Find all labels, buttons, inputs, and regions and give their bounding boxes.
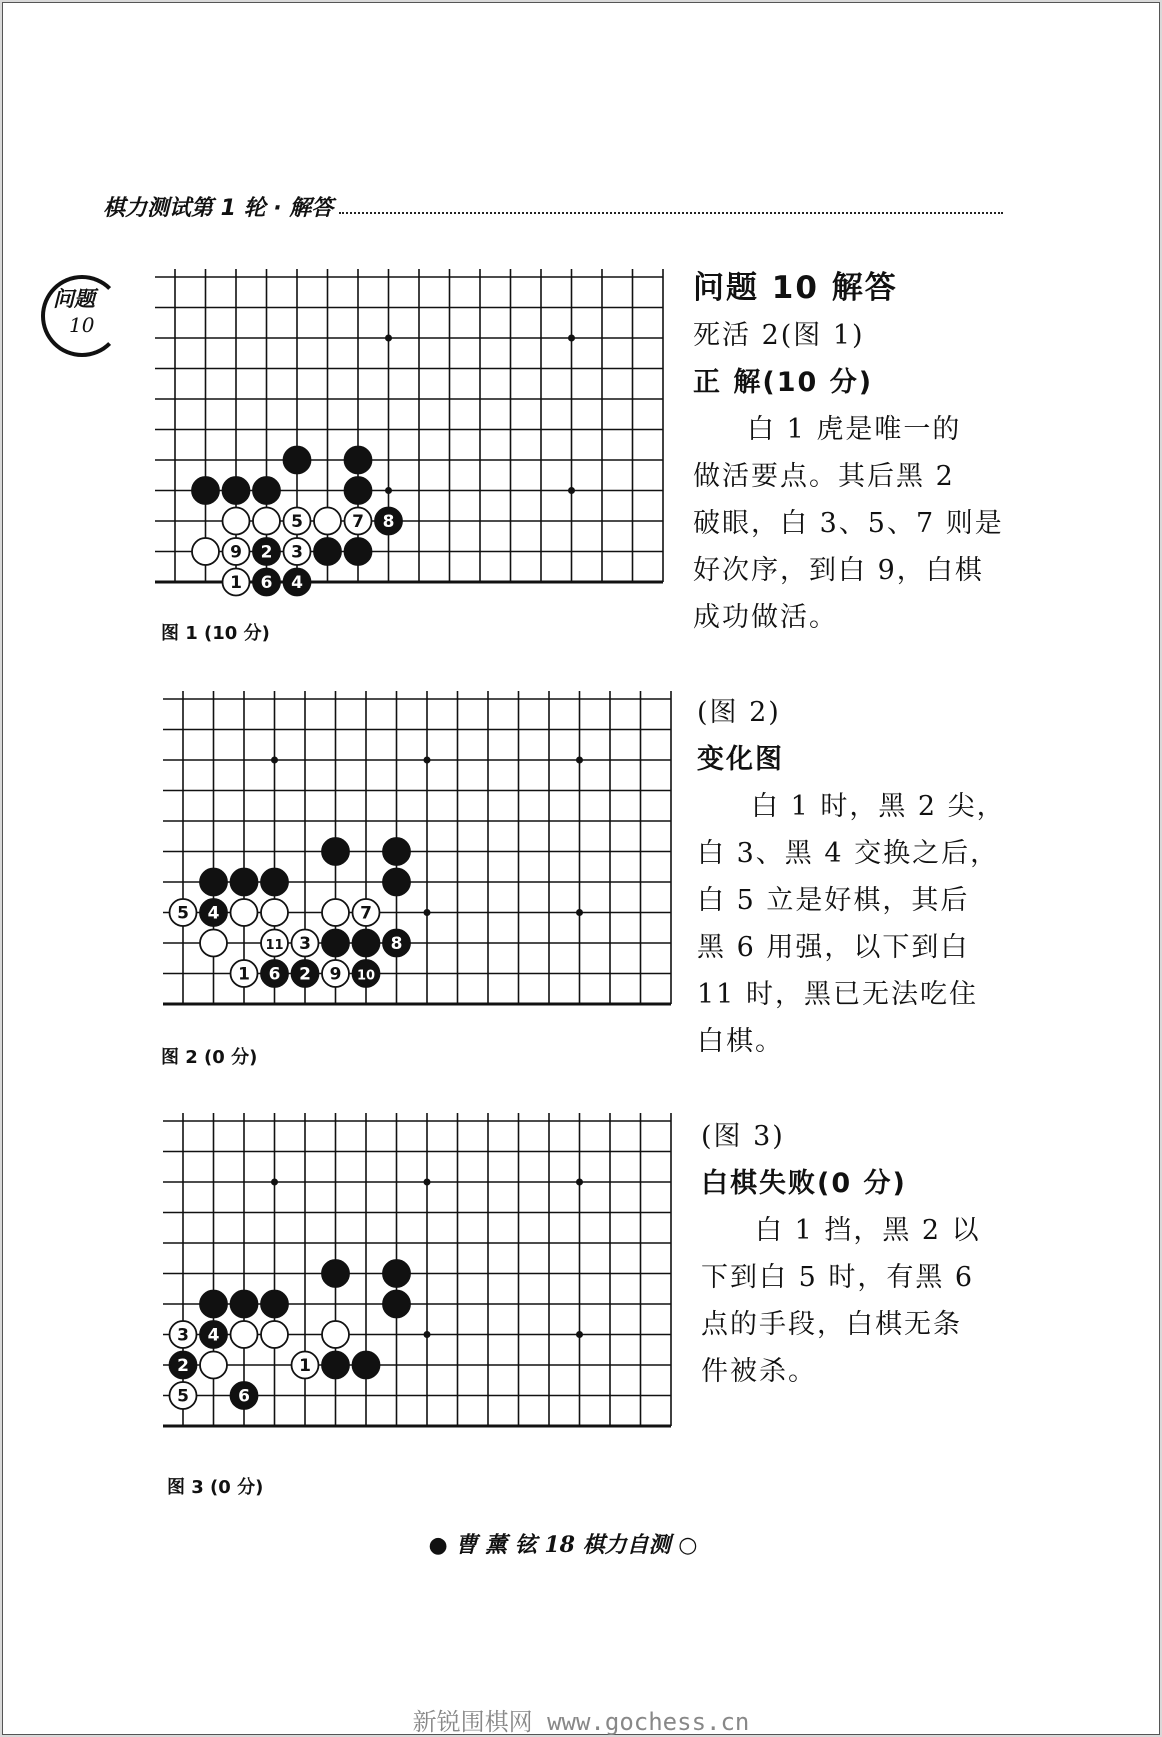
go-board-2 xyxy=(163,691,683,1031)
header-title: 棋力测试第 1 轮 · 解答 xyxy=(103,195,334,221)
go-board-3 xyxy=(163,1113,683,1457)
go-board-1 xyxy=(155,269,680,613)
move-number: 5 xyxy=(177,903,189,924)
answer-correct-label: 正 解(10 分) xyxy=(693,367,874,398)
board-svg-1 xyxy=(155,269,680,613)
black-stone xyxy=(383,1260,410,1287)
star-point xyxy=(424,1179,431,1186)
move-number: 1 xyxy=(230,573,242,593)
black-stone xyxy=(261,1291,288,1318)
site-watermark: 新锐围棋网 www.gochess.cn xyxy=(412,1708,750,1736)
black-stone xyxy=(231,1382,258,1409)
white-stone xyxy=(353,899,380,926)
page-header xyxy=(103,191,1003,221)
star-point xyxy=(576,757,583,764)
move-number: 9 xyxy=(230,542,242,563)
text-line: 破眼，白 3、5、7 则是 xyxy=(693,508,1004,539)
text-line: 白 3、黑 4 交换之后， xyxy=(697,838,1000,869)
move-number: 5 xyxy=(177,1386,189,1407)
badge-number: 10 xyxy=(69,313,95,337)
move-number: 8 xyxy=(390,934,403,954)
black-stone xyxy=(383,838,410,865)
move-number: 6 xyxy=(238,1386,250,1407)
star-point xyxy=(576,1179,583,1186)
white-stone xyxy=(322,1321,349,1348)
page xyxy=(2,2,1160,1735)
star-point xyxy=(576,1331,583,1338)
black-stone xyxy=(292,960,319,987)
white-stone xyxy=(231,899,258,926)
badge-label: 问题 xyxy=(53,287,95,311)
move-number: 1 xyxy=(238,964,250,985)
black-stone xyxy=(383,930,410,957)
white-stone xyxy=(231,1321,258,1348)
diagram-3-text xyxy=(701,1113,1021,1395)
black-stone xyxy=(322,930,349,957)
black-stone xyxy=(353,1352,380,1379)
star-point xyxy=(385,487,392,494)
move-number: 4 xyxy=(291,573,303,593)
white-stone xyxy=(284,508,311,535)
answer-title: 问题 10 解答 xyxy=(693,270,898,306)
white-stone xyxy=(253,508,280,535)
white-stone xyxy=(292,1352,319,1379)
answer-category: 死活 2(图 1) xyxy=(693,320,865,351)
black-stone xyxy=(200,1321,227,1348)
text-line: 好次序，到白 9，白棋 xyxy=(693,555,984,586)
move-number: 4 xyxy=(207,903,220,924)
move-number: 7 xyxy=(360,903,372,924)
move-number: 8 xyxy=(382,512,395,532)
text-line: 白 1 虎是唯一的 xyxy=(747,414,962,445)
white-stone xyxy=(170,1382,197,1409)
diagram-1-text xyxy=(693,265,1013,641)
white-stone xyxy=(261,899,288,926)
black-stone xyxy=(231,869,258,896)
black-stone xyxy=(261,869,288,896)
star-point xyxy=(424,757,431,764)
move-number: 11 xyxy=(265,938,284,953)
black-stone xyxy=(253,477,280,504)
white-stone xyxy=(261,1321,288,1348)
black-stone xyxy=(231,1291,258,1318)
white-stone xyxy=(322,960,349,987)
white-stone xyxy=(200,1352,227,1379)
text-line: 黑 6 用强，以下到白 xyxy=(697,932,970,963)
black-stone xyxy=(345,538,372,565)
text-line: 白 1 挡，黑 2 以 xyxy=(755,1215,981,1246)
black-stone xyxy=(322,838,349,865)
board-svg-3 xyxy=(163,1113,683,1457)
white-stone xyxy=(322,899,349,926)
text-line: 11 时，黑已无法吃住 xyxy=(697,979,978,1010)
move-number: 3 xyxy=(291,542,303,563)
star-point xyxy=(385,335,392,342)
white-stone xyxy=(223,538,250,565)
move-number: 3 xyxy=(299,934,311,954)
page-footer: ● 曹 薰 铉 18 棋力自测 ○ xyxy=(428,1532,698,1558)
black-stone xyxy=(322,1352,349,1379)
star-point xyxy=(576,909,583,916)
move-number: 1 xyxy=(299,1356,311,1376)
white-stone xyxy=(223,508,250,535)
black-stone xyxy=(383,1291,410,1318)
star-point xyxy=(568,487,575,494)
black-stone xyxy=(284,447,311,474)
black-stone xyxy=(253,569,280,596)
text-line: 白 1 时，黑 2 尖， xyxy=(751,791,1006,822)
text-line: 成功做活。 xyxy=(693,602,838,633)
diagram-2-text xyxy=(697,689,1017,1065)
diagram-2-caption: 图 2 (0 分) xyxy=(161,1047,258,1068)
black-stone xyxy=(200,1291,227,1318)
black-stone xyxy=(345,447,372,474)
move-number: 7 xyxy=(352,512,364,532)
white-stone xyxy=(223,569,250,596)
variation-title: 变化图 xyxy=(697,744,784,775)
black-stone xyxy=(170,1352,197,1379)
white-stone xyxy=(170,899,197,926)
white-stone xyxy=(192,538,219,565)
star-point xyxy=(271,1179,278,1186)
text-line: 白 5 立是好棋，其后 xyxy=(697,885,970,916)
white-stone xyxy=(261,930,288,957)
white-stone xyxy=(345,508,372,535)
move-number: 5 xyxy=(291,512,303,532)
white-stone xyxy=(314,508,341,535)
failure-title: 白棋失败(0 分) xyxy=(701,1168,907,1199)
text-line: 下到白 5 时，有黑 6 xyxy=(701,1262,975,1293)
move-number: 9 xyxy=(329,964,342,985)
diagram-3-label: (图 3) xyxy=(701,1121,785,1152)
board-svg-2 xyxy=(163,691,683,1031)
black-stone xyxy=(200,899,227,926)
black-stone xyxy=(314,538,341,565)
black-stone xyxy=(200,869,227,896)
black-stone xyxy=(223,477,250,504)
white-stone xyxy=(200,930,227,957)
diagram-3-caption: 图 3 (0 分) xyxy=(167,1477,264,1498)
star-point xyxy=(424,909,431,916)
star-point xyxy=(568,335,575,342)
star-point xyxy=(271,757,278,764)
move-number: 6 xyxy=(260,573,273,593)
move-number: 6 xyxy=(268,964,281,985)
black-stone xyxy=(345,477,372,504)
black-stone xyxy=(322,1260,349,1287)
text-line: 做活要点。其后黑 2 xyxy=(693,461,955,492)
diagram-2-label: (图 2) xyxy=(697,697,781,728)
black-stone xyxy=(383,869,410,896)
white-stone xyxy=(231,960,258,987)
problem-badge xyxy=(39,271,123,351)
black-stone xyxy=(375,508,402,535)
move-number: 4 xyxy=(207,1325,220,1346)
black-stone xyxy=(284,569,311,596)
star-point xyxy=(424,1331,431,1338)
black-stone xyxy=(253,538,280,565)
move-number: 2 xyxy=(299,964,311,985)
move-number: 10 xyxy=(356,968,376,984)
header-dotted-rule xyxy=(339,198,1003,214)
text-line: 白棋。 xyxy=(697,1026,784,1057)
diagram-1-caption: 图 1 (10 分) xyxy=(161,623,270,644)
white-stone xyxy=(292,930,319,957)
text-line: 点的手段，白棋无条 xyxy=(701,1309,962,1340)
move-number: 2 xyxy=(177,1356,189,1376)
text-line: 件被杀。 xyxy=(701,1356,817,1387)
white-stone xyxy=(170,1321,197,1348)
black-stone xyxy=(353,930,380,957)
black-stone xyxy=(353,960,380,987)
black-stone xyxy=(261,960,288,987)
black-stone xyxy=(192,477,219,504)
move-number: 3 xyxy=(177,1325,189,1346)
move-number: 2 xyxy=(260,542,273,563)
white-stone xyxy=(284,538,311,565)
